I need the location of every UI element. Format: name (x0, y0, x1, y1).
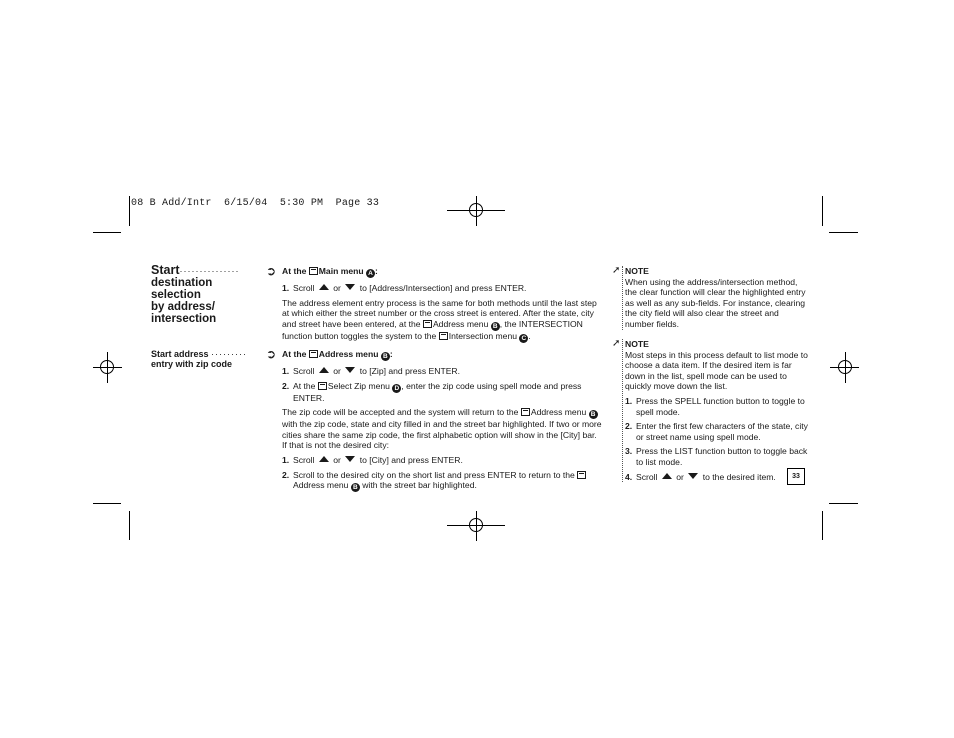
section-heading-start-destination (151, 264, 263, 325)
sub-heading-zip-code (151, 349, 263, 369)
badge-d-icon: D (392, 384, 401, 393)
note-text: Most steps in this process default to list mode to choose a data item. If the desired item is far down in the list, spell mode can be used to quickly move down the list. (625, 349, 808, 392)
note-clear-function (612, 266, 808, 330)
heading-line: intersection (151, 313, 217, 325)
body-paragraph: The address element entry process is the same for both methods until the last step at which either the street number or the cross street is entered. After the state, city and street have been entered, at the Address menu B , the INTERSECTION function button toggles the system to the Intersection menu C . (282, 297, 597, 342)
section-lead: At the Address menu B : (282, 349, 393, 360)
note-title: NOTE (625, 339, 649, 349)
note-title: NOTE (625, 266, 649, 276)
section-address-menu (282, 349, 602, 496)
sub-heading-line: Start address (151, 349, 209, 359)
step-item: 2. Enter the first few characters of the state, city or street name using spell mode. (625, 421, 808, 442)
badge-b-icon: B (381, 352, 390, 361)
section-main-menu (282, 266, 602, 347)
leader-dots: ········· (211, 349, 248, 359)
heading-line: by address/ (151, 301, 215, 313)
menu-icon (521, 408, 530, 416)
body-paragraph: The zip code will be accepted and the system will return to the Address menu B with the zip code, state and city filled in and the street bar highlighted. If two or more cities share the same zip code, the first alphabetic option will show in the [City] bar. If that is not the desired city: (282, 407, 602, 451)
down-arrow-icon (345, 456, 355, 462)
note-arrow-icon: ➚ (612, 265, 621, 276)
badge-b-icon: B (589, 410, 598, 419)
badge-b-icon: B (351, 483, 360, 492)
note-list-mode (612, 339, 808, 482)
up-arrow-icon (662, 473, 672, 479)
step-item: 3. Press the LIST function button to toggle back to list mode. (625, 446, 808, 467)
step-item: 2. Scroll to the desired city on the short list and press ENTER to return to the Address menu B with the street bar highlighted. (282, 470, 602, 493)
arrow-right-icon: ➲ (266, 264, 277, 278)
heading-first-word: Start (151, 263, 180, 277)
heading-line: selection (151, 289, 201, 301)
menu-icon (577, 471, 586, 479)
badge-b-icon: B (491, 322, 500, 331)
step-item: 1. Scroll or to [City] and press ENTER. (282, 454, 463, 465)
badge-c-icon: C (519, 334, 528, 343)
menu-icon (318, 382, 327, 390)
heading-line: destination (151, 277, 213, 289)
step-item: 2. At the Select Zip menu D , enter the zip code using spell mode and press ENTER. (282, 380, 582, 403)
section-lead: At the Main menu A : (282, 266, 378, 277)
arrow-right-icon: ➲ (266, 347, 277, 361)
menu-icon (423, 320, 432, 328)
menu-icon (309, 350, 318, 358)
up-arrow-icon (319, 456, 329, 462)
menu-icon (309, 267, 318, 275)
leader-dots: ··············· (179, 266, 240, 276)
badge-a-icon: A (366, 269, 375, 278)
page-number: 33 (787, 468, 805, 485)
slug-line: 08 B Add/Intr 6/15/04 5:30 PM Page 33 (131, 198, 380, 209)
step-item: 1. Scroll or to [Zip] and press ENTER. (282, 366, 461, 376)
menu-icon (439, 332, 448, 340)
note-text: When using the address/intersection method, the clear function will clear the highlighted entry as well as any sub-fields. For instance, clearing the city field will also clear the street and number fields. (625, 276, 806, 329)
note-arrow-icon: ➚ (612, 338, 621, 349)
sub-heading-line: entry with zip code (151, 359, 233, 369)
step-item: 4. Scroll or to the desired item. (625, 471, 776, 482)
down-arrow-icon (688, 473, 698, 479)
step-item: 1. Scroll or to [Address/Intersection] and press ENTER. (282, 283, 527, 293)
up-arrow-icon (319, 367, 329, 373)
down-arrow-icon (345, 367, 355, 373)
up-arrow-icon (319, 284, 329, 290)
down-arrow-icon (345, 284, 355, 290)
step-item: 1. Press the SPELL function button to toggle to spell mode. (625, 395, 805, 417)
